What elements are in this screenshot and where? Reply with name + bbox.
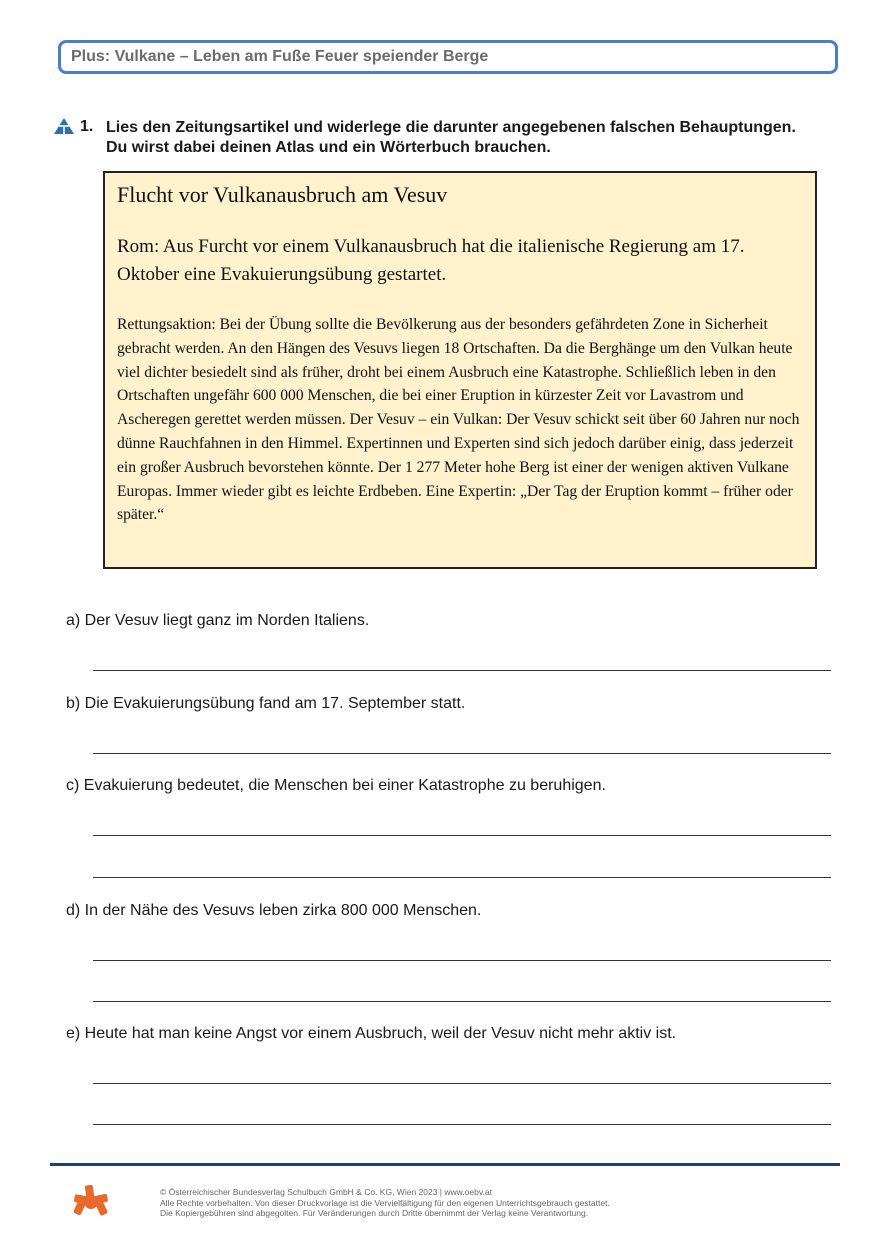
article-lead: Rom: Aus Furcht vor einem Vulkanausbruch hat die italienische Regierung am 17. Oktober eine Evakuierungsübung gestartet. — [117, 236, 745, 285]
question-d: d) In der Nähe des Vesuvs leben zirka 800 000 Menschen. — [66, 902, 482, 919]
oebv-star-logo — [72, 1183, 110, 1221]
answer-line-b1[interactable] — [93, 753, 831, 754]
question-b: b) Die Evakuierungsübung fand am 17. September statt. — [66, 695, 466, 712]
article-title: Flucht vor Vulkanausbruch am Vesuv — [117, 182, 448, 207]
worksheet-header — [58, 40, 838, 74]
newspaper-article — [103, 171, 817, 569]
answer-line-e2[interactable] — [93, 1124, 831, 1125]
answer-line-d1[interactable] — [93, 960, 831, 961]
task-instruction: Lies den Zeitungsartikel und widerlege die darunter angegebenen falschen Behauptungen. Du wirst dabei deinen Atlas und ein Wörterbuch brauchen. — [106, 119, 796, 156]
question-a: a) Der Vesuv liegt ganz im Norden Italiens. — [66, 612, 370, 629]
question-e: e) Heute hat man keine Angst vor einem Ausbruch, weil der Vesuv nicht mehr aktiv ist. — [66, 1025, 677, 1042]
answer-line-a1[interactable] — [93, 670, 831, 671]
worksheet-title: Plus: Vulkane – Leben am Fuße Feuer speiender Berge — [71, 48, 489, 65]
footer-line-2: Alle Rechte vorbehalten. Von dieser Druckvorlage ist die Vervielfältigung für den eigenen Unterrichtsgebrauch gestattet. — [160, 1197, 610, 1208]
task-number: 1. — [80, 118, 94, 135]
triangle-difficulty-icon — [53, 117, 75, 135]
answer-line-d2[interactable] — [93, 1001, 831, 1002]
footer-line-3: Die Kopiergebühren sind abgegolten. Für Veränderungen durch Dritte übernimmt der Verlag keine Verantwortung. — [160, 1208, 589, 1218]
article-body: Rettungsaktion: Bei der Übung sollte die Bevölkerung aus der besonders gefährdeten Zone in Sicherheit gebracht werden. An den Hängen des Vesuvs liegen 18 Ortschaften. Da die Berghänge um den Vulkan heute viel dichter besiedelt sind als früher, droht bei einem Ausbruch eine Katastrophe. Schließlich leben in den Ortschaften ungefähr 600 000 Menschen, die bei einer Eruption in kürzester Zeit vor Lavastrom und Ascheregen gerettet werden müssen. Der Vesuv – ein Vulkan: Der Vesuv schickt seit über 60 Jahren nur noch dünne Rauchfahnen in den Himmel. Expertinnen und Experten sind sich jedoch darüber einig, dass jederzeit ein großer Ausbruch bevorstehen könnte. Der 1 277 Meter hohe Berg ist einer der wenigen aktiven Vulkane Europas. Immer wieder gibt es leichte Erdbeben. Eine Expertin: „Der Tag der Eruption kommt – früher oder später.“ — [117, 316, 800, 524]
footer-copyright — [160, 1187, 610, 1219]
question-c: c) Evakuierung bedeutet, die Menschen bei einer Katastrophe zu beruhigen. — [66, 777, 606, 794]
answer-line-c1[interactable] — [93, 835, 831, 836]
footer-rule — [50, 1163, 840, 1166]
footer-line-1: © Österreichischer Bundesverlag Schulbuch GmbH & Co. KG, Wien 2023 | www.oebv.at — [160, 1187, 492, 1197]
answer-line-c2[interactable] — [93, 877, 831, 878]
answer-line-e1[interactable] — [93, 1083, 831, 1084]
